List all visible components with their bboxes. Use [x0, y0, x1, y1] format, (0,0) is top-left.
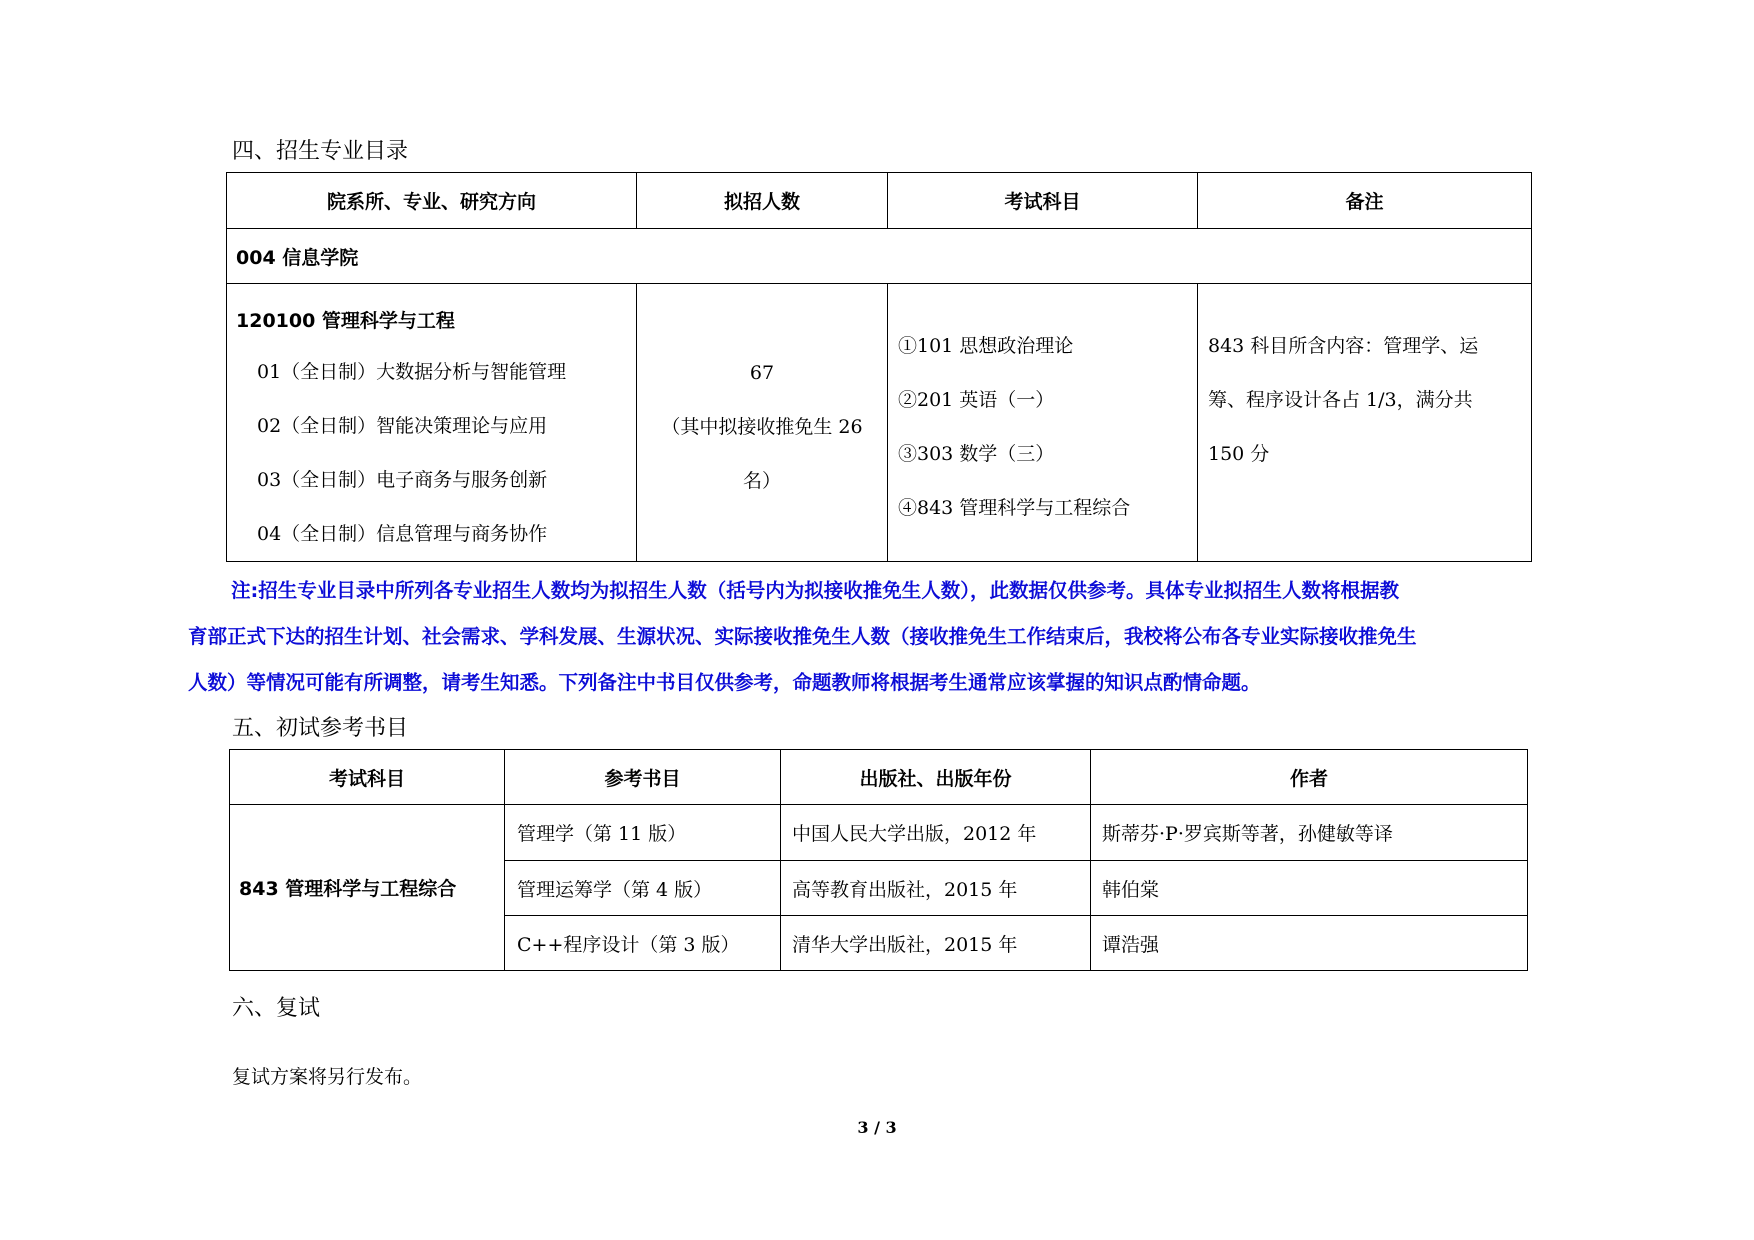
enrollment-note: [188, 568, 1578, 706]
remark-line: 筹、程序设计各占 1/3，满分共: [1208, 389, 1473, 411]
header-reference-book: 参考书目: [505, 750, 781, 805]
exam-subject: ①101 思想政治理论: [898, 335, 1074, 357]
remark-line: 843 科目所含内容：管理学、运: [1208, 335, 1479, 357]
section4-title: 四、招生专业目录: [232, 139, 409, 164]
book-author: 韩伯棠: [1091, 861, 1528, 916]
note-line: 育部正式下达的招生计划、社会需求、学科发展、生源状况、实际接收推免生人数（接收推免生工作结束后，我校将公布各专业实际接收推免生: [188, 625, 1417, 648]
quota-number: 67: [749, 362, 775, 384]
exam-subject: ③303 数学（三）: [898, 443, 1055, 465]
reference-books-table: [229, 749, 1528, 971]
header-quota: 拟招人数: [637, 173, 888, 229]
exam-subject: ②201 英语（一）: [898, 389, 1055, 411]
quota-note: （其中拟接收推免生 26: [661, 416, 863, 438]
header-department: 院系所、专业、研究方向: [227, 173, 637, 229]
retest-text: 复试方案将另行发布。: [232, 1066, 423, 1088]
remark-line: 150 分: [1208, 443, 1270, 465]
subject-cell: 843 管理科学与工程综合: [230, 805, 505, 971]
header-exam-subjects: 考试科目: [888, 173, 1198, 229]
book-title: 管理运筹学（第 4 版）: [505, 861, 781, 916]
section5-title: 五、初试参考书目: [232, 716, 409, 741]
college-name: 004 信息学院: [227, 229, 1532, 284]
note-line: 人数）等情况可能有所调整，请考生知悉。下列备注中书目仅供参考，命题教师将根据考生通常应该掌握的知识点酌情命题。: [188, 671, 1261, 694]
section6-title: 六、复试: [232, 996, 321, 1021]
book-publisher: 清华大学出版社，2015 年: [781, 916, 1091, 971]
direction-item: 04（全日制）信息管理与商务协作: [257, 523, 548, 545]
remarks-cell: [1198, 284, 1532, 562]
direction-item: 01（全日制）大数据分析与智能管理: [257, 361, 567, 383]
quota-cell: [637, 284, 888, 562]
major-name: 120100 管理科学与工程: [236, 310, 455, 332]
book-author: 谭浩强: [1091, 916, 1528, 971]
direction-item: 02（全日制）智能决策理论与应用: [257, 415, 548, 437]
enrollment-table: [226, 172, 1532, 562]
major-cell: [227, 284, 637, 562]
header-author: 作者: [1091, 750, 1528, 805]
book-title: C++程序设计（第 3 版）: [505, 916, 781, 971]
quota-note-end: 名）: [742, 470, 781, 492]
book-author: 斯蒂芬·P·罗宾斯等著，孙健敏等译: [1091, 805, 1528, 861]
book-publisher: 高等教育出版社，2015 年: [781, 861, 1091, 916]
header-remarks: 备注: [1198, 173, 1532, 229]
page-number: 3 / 3: [857, 1118, 897, 1137]
exam-subject: ④843 管理科学与工程综合: [898, 497, 1131, 519]
direction-item: 03（全日制）电子商务与服务创新: [257, 469, 548, 491]
exam-subjects-cell: [888, 284, 1198, 562]
book-publisher: 中国人民大学出版，2012 年: [781, 805, 1091, 861]
note-line: 注:招生专业目录中所列各专业招生人数均为拟招生人数（括号内为拟接收推免生人数），此数据仅供参考。具体专业拟招生人数将根据教: [231, 579, 1400, 602]
book-title: 管理学（第 11 版）: [505, 805, 781, 861]
header-publisher: 出版社、出版年份: [781, 750, 1091, 805]
direction-list: [227, 345, 636, 561]
header-exam-subject: 考试科目: [230, 750, 505, 805]
